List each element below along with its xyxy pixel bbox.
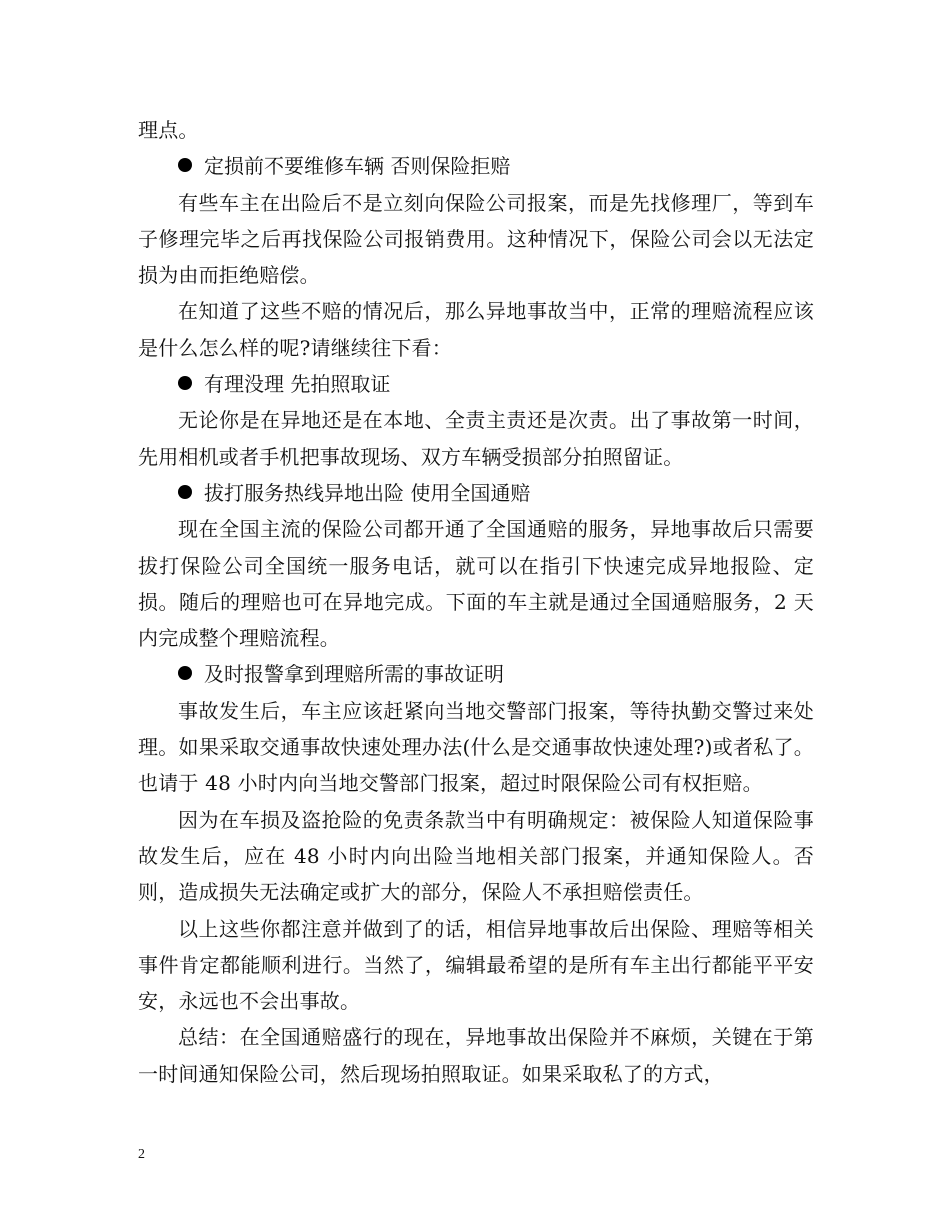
page-number: 2 [138,1147,145,1162]
section-heading [138,656,814,692]
section-heading-text: 拔打服务热线异地出险 使用全国通赔 [204,480,531,505]
bullet-icon [178,485,192,499]
paragraph: 事故发生后，车主应该赶紧向当地交警部门报案，等待执勤交警过来处理。如果采取交通事故快速处理办法(什么是交通事故快速处理?)或者私了。也请于 48 小时内向当地交警部门报案，超过时限保险公司有权拒赔。 [138,698,814,796]
section-heading-text: 及时报警拿到理赔所需的事故证明 [204,662,504,687]
document-body [138,112,814,1092]
paragraph: 因为在车损及盗抢险的免责条款当中有明确规定：被保险人知道保险事故发生后，应在 48 小时内向出险当地相关部门报案，并通知保险人。否则，造成损失无法确定或扩大的部分，保险人不承担赔偿责任。 [138,807,814,905]
bullet-icon [178,666,192,680]
section-heading [138,148,814,184]
continuation-text: 理点。 [138,118,199,142]
paragraph: 在知道了这些不赔的情况后，那么异地事故当中，正常的理赔流程应该是什么怎么样的呢?请继续往下看： [138,299,814,360]
section-heading [138,475,814,511]
bullet-icon [178,376,192,390]
paragraph: 现在全国主流的保险公司都开通了全国通赔的服务，异地事故后只需要拔打保险公司全国统一服务电话，就可以在指引下快速完成异地报险、定损。随后的理赔也可在异地完成。下面的车主就是通过全国通赔服务，2 天内完成整个理赔流程。 [138,517,814,651]
section-heading-text: 定损前不要维修车辆 否则保险拒赔 [204,154,511,179]
paragraph: 有些车主在出险后不是立刻向保险公司报案，而是先找修理厂，等到车子修理完毕之后再找保险公司报销费用。这种情况下，保险公司会以无法定损为由而拒绝赔偿。 [138,190,814,288]
section-heading-text: 有理没理 先拍照取证 [204,372,391,397]
paragraph: 无论你是在异地还是在本地、全责主责还是次责。出了事故第一时间，先用相机或者手机把事故现场、双方车辆受损部分拍照留证。 [138,408,814,469]
paragraph: 以上这些你都注意并做到了的话，相信异地事故后出保险、理赔等相关事件肯定都能顺利进行。当然了，编辑最希望的是所有车主出行都能平平安安，永远也不会出事故。 [138,916,814,1014]
paragraph: 总结：在全国通赔盛行的现在，异地事故出保险并不麻烦，关键在于第一时间通知保险公司，然后现场拍照取证。如果采取私了的方式， [138,1025,814,1086]
bullet-icon [178,158,192,172]
section-heading [138,366,814,402]
